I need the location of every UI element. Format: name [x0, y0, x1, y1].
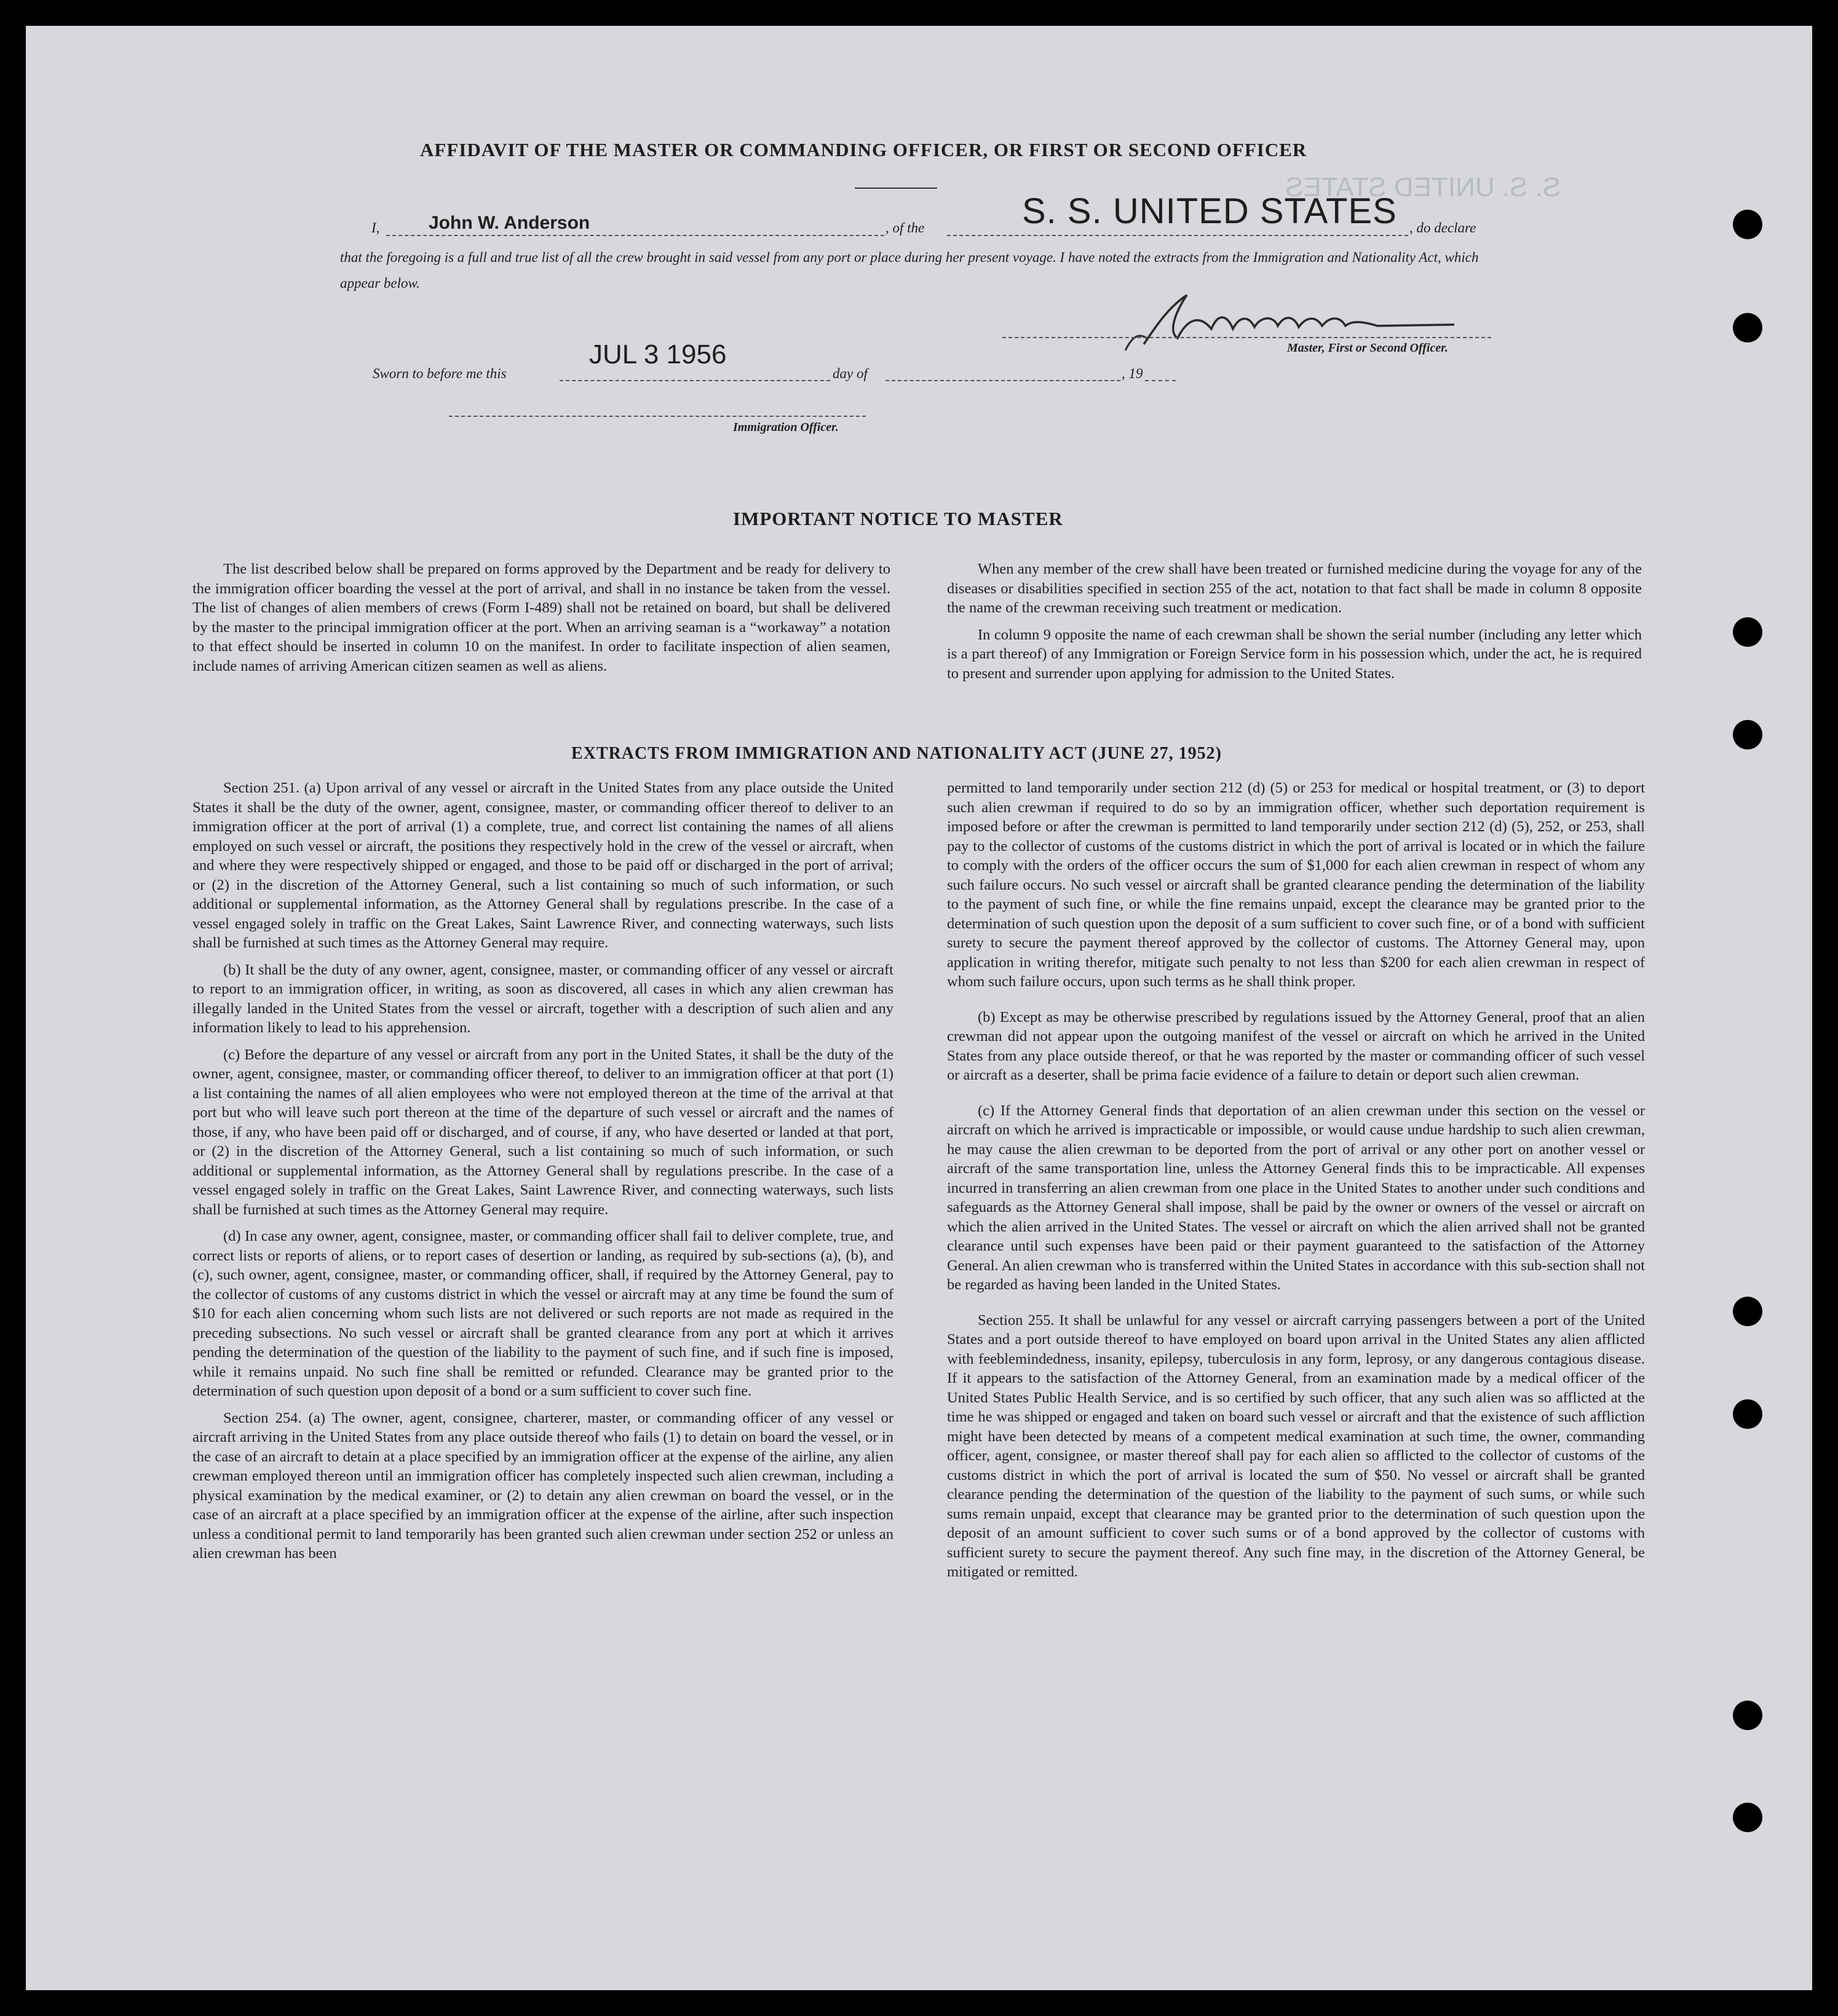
binder-hole: [1733, 313, 1762, 342]
binder-hole: [1733, 1803, 1762, 1832]
binder-hole: [1733, 617, 1762, 647]
sworn-date-stamp: JUL 3 1956: [589, 339, 727, 370]
signature-line: [1002, 337, 1491, 338]
binder-hole: [1733, 720, 1762, 749]
sworn-day-line: [560, 380, 830, 381]
signature-caption: Master, First or Second Officer.: [1287, 341, 1448, 355]
show-through-mark: S. S. UNITED STATES: [1285, 172, 1561, 202]
extracts-left-column: [192, 778, 893, 1571]
affidavit-title: AFFIDAVIT OF THE MASTER OR COMMANDING OFFICER, OR FIRST OR SECOND OFFICER: [420, 139, 1307, 160]
act-section-paragraph: (c) Before the departure of any vessel or aircraft from any port in the United States, it shall be the duty of the owner, agent, consignee, master, or commanding officer thereof, to deliver to an immigration officer at that port (1) a list containing the names of all alien employees who were not employed thereon at the time of the arrival at that port but who will leave such port thereon at the time of the departure of such vessel or aircraft and the names of those, if any, who have been paid off or discharged, and of course, if any, who have deserted or landed at that port, or (2) in the discretion of the Attorney General, such a list containing so much of such information, or such additional or supplemental information, as the Attorney General shall by regulations prescribe. In the case of a vessel engaged solely in traffic on the Great Lakes, Saint Lawrence River, and connecting waterways, such lists shall be furnished at such times as the Attorney General may require.: [192, 1046, 893, 1218]
act-section-paragraph: (b) Except as may be otherwise prescribed by regulations issued by the Attorney General, proof that an alien crewman did not appear upon the outgoing manifest of the vessel or aircraft on which he arrived in the United States from any place outside thereof, or that he was reported by the master or commanding officer of such vessel or aircraft as a deserter, shall be prima facie evidence of a failure to detain or deport such alien crewman.: [947, 1008, 1645, 1083]
officer-signature-line: [449, 416, 866, 417]
declaration-text: that the foregoing is a full and true list of all the crew brought in said vessel from any port or place during her present voyage. I have noted the extracts from the Immigration and Nationality Act, which appear below.: [340, 250, 1479, 291]
binder-hole: [1733, 210, 1762, 239]
act-section-paragraph: (c) If the Attorney General finds that deportation of an alien crewman under this section on the vessel or aircraft on which he arrived is impracticable or impossible, or would cause undue hardship to such alien crewman, he may cause the alien crewman to be deported from the port of arrival or any other port on another vessel or aircraft of the same transportation line, unless the Attorney General finds this to be impracticable. All expenses incurred in transferring an alien crewman from one place in the United States to another under such conditions and safeguards as the Attorney General shall impose, shall be paid by the owner or owners of the vessel or aircraft on which the alien arrived in the United States. The vessel or aircraft on which the alien arrived shall not be granted clearance until such expenses have been paid or their payment guaranteed to the satisfaction of the Attorney General. An alien crewman who is transferred within the United States in accordance with this sub-section shall not be regarded as having been landed in the United States.: [947, 1102, 1645, 1293]
title-divider: [855, 188, 937, 189]
binder-hole: [1733, 1297, 1762, 1326]
do-declare-label: , do declare: [1409, 220, 1476, 235]
notice-paragraph: In column 9 opposite the name of each crewman shall be shown the serial number (including any letter which is a part thereof) of any Immigration or Foreign Service form in his possession which, under the act, he is required to present and surrender upon applying for admission to the United States.: [947, 626, 1642, 682]
notice-right-column: [947, 559, 1642, 690]
act-section-paragraph: Section 255. It shall be unlawful for any vessel or aircraft carrying passengers between a port of the United States and a port outside thereof to have employed on board upon arrival in the United States any alien afflicted with feeblemindedness, insanity, epilepsy, tuberculosis in any form, leprosy, or any dangerous contagious disease. If it appears to the satisfaction of the Attorney General, from an examination made by a medical officer of the United States Public Health Service, and is so certified by such officer, that any such alien was so afflicted at the time he was shipped or engaged and taken on board such vessel or aircraft and that the existence of such affliction might have been detected by means of a competent medical examination at such time, the owner, commanding officer, agent, consignee, or master thereof shall pay for each alien so afflicted to the collector of customs of the customs district in which the port of arrival is located the sum of $50. No vessel or aircraft shall be granted clearance pending the determination of the question of the liability to the payment of such sums, or while such sums remain unpaid, except that clearance may be granted prior to the determination of such question upon the deposit of an amount sufficient to cover such sums or of a bond approved by the collector of customs with sufficient surety to secure the payment thereof. Any such fine may, in the discretion of the Attorney General, be mitigated or remitted.: [947, 1311, 1645, 1580]
binder-hole: [1733, 1701, 1762, 1730]
year-line: [1145, 380, 1176, 381]
of-the-label: , of the: [885, 220, 925, 235]
year-label: , 19: [1122, 366, 1143, 381]
act-section-paragraph: permitted to land temporarily under section 212 (d) (5) or 253 for medical or hospital treatment, or (3) to deport such alien crewman if required to do so by an immigration officer, whether such deportation requirement is imposed before or after the crewman is permitted to land temporarily under section 212 (d) (5), 252, or 253, shall pay to the collector of customs of the customs district in which the port of arrival is located or in which the failure to comply with the orders of the officer occurs the sum of $1,000 for each alien crewman in respect of whom any such failure occurs. No such vessel or aircraft shall be granted clearance pending the determination of the liability to the payment of such fine, or while the fine remains unpaid, except the clearance may be granted prior to the determination of such question upon the deposit of a sum sufficient to cover such fine, or of a bond with sufficient surety to secure the payment thereof approved by the collector of customs. The Attorney General may, upon application in writing therefor, mitigate such penalty to not less than $200 for each alien crewman in respect of whom such failure occurs, upon such terms as he shall think proper.: [947, 780, 1645, 990]
notice-left-column: [192, 559, 890, 683]
name-line: [386, 235, 884, 236]
notice-title: IMPORTANT NOTICE TO MASTER: [733, 508, 1063, 529]
officer-caption: Immigration Officer.: [733, 421, 839, 434]
binder-hole: [1733, 1399, 1762, 1429]
act-section-paragraph: Section 254. (a) The owner, agent, consignee, charterer, master, or commanding officer of any vessel or aircraft arriving in the United States from any place outside thereof who fails (1) to detain on board the vessel, or in the case of an aircraft to detain at a place specified by an immigration officer at the expense of the airline, any alien crewman employed thereon until an immigration officer has completely inspected such alien crewman, including a physical examination by the medical examiner, or (2) to detain any alien crewman on board the vessel, or in the case of an aircraft at a place specified by an immigration officer at the expense of the airline, after such inspection unless a conditional permit to land temporarily has been granted such alien crewman under section 252 or unless an alien crewman has been: [192, 1409, 893, 1562]
act-section-paragraph: (d) In case any owner, agent, consignee, master, or commanding officer shall fail to deliver complete, true, and correct lists or reports of aliens, or to report cases of desertion or landing, as required by sub-sections (a), (b), and (c), such owner, agent, consignee, master, or commanding officer, shall, if required by the Attorney General, pay to the collector of customs of any customs district in which the vessel or aircraft may at any time be found the sum of $10 for each alien concerning whom such lists are not delivered or such reports are not made as required in the preceding subsections. No such vessel or aircraft shall be granted clearance from any port at which it arrives pending the determination of the question of the liability to the payment of such fine, and if such fine is imposed, while it remains unpaid. No such fine shall be remitted or refunded. Clearance may be granted prior to the determination of such question upon deposit of a bond or a sum sufficient to cover such fine.: [192, 1228, 893, 1399]
extracts-title: EXTRACTS FROM IMMIGRATION AND NATIONALITY ACT (JUNE 27, 1952): [571, 744, 1222, 763]
i-label: I,: [371, 220, 380, 235]
act-section-paragraph: Section 251. (a) Upon arrival of any vessel or aircraft in the United States from any place outside the United States it shall be the duty of the owner, agent, consignee, master, or commanding officer thereof to deliver to an immigration officer at the port of arrival (1) a complete, true, and correct list containing the names of all aliens employed on such vessel or aircraft, the positions they respectively hold in the crew of the vessel or aircraft, when and where they were respectively shipped or engaged, and those to be paid off or discharged in the port of arrival; or (2) in the discretion of the Attorney General, such a list containing so much of such information, or such additional or supplemental information, as the Attorney General shall by regulations prescribe. In the case of a vessel engaged solely in traffic on the Great Lakes, Saint Lawrence River, and connecting waterways, such lists shall be furnished at such times as the Attorney General may require.: [192, 780, 893, 951]
notice-paragraph: When any member of the crew shall have been treated or furnished medicine during the voyage for any of the diseases or disabilities specified in section 255 of the act, notation to that fact shall be made in column 8 opposite the name of the crewman receiving such treatment or medication.: [947, 561, 1642, 616]
sworn-label: Sworn to before me this: [373, 366, 507, 381]
vessel-name-stamp: S. S. UNITED STATES: [1022, 191, 1397, 231]
master-name: John W. Anderson: [429, 213, 590, 233]
month-line: [885, 380, 1120, 381]
day-of-label: day of: [833, 366, 868, 381]
vessel-line: [947, 235, 1408, 236]
act-section-paragraph: (b) It shall be the duty of any owner, agent, consignee, master, or commanding officer of any vessel or aircraft to report to an immigration officer, in writing, as soon as discovered, all cases in which any alien crewman has illegally landed in the United States from the vessel or aircraft, together with a description of such alien and any information likely to lead to his apprehension.: [192, 961, 893, 1036]
extracts-right-column: [947, 778, 1645, 1589]
notice-paragraph: The list described below shall be prepared on forms approved by the Department and be ready for delivery to the immigration officer boarding the vessel at the port of arrival, and shall in no instance be taken from the vessel. The list of changes of alien members of crews (Form I-489) shall not be retained on board, but shall be delivered by the master to the principal immigration officer at the port. When an arriving seaman is a “workaway” a notation to that effect should be inserted in column 10 on the manifest. In order to facilitate inspection of alien seamen, include names of arriving American citizen seamen as well as aliens.: [192, 561, 890, 674]
